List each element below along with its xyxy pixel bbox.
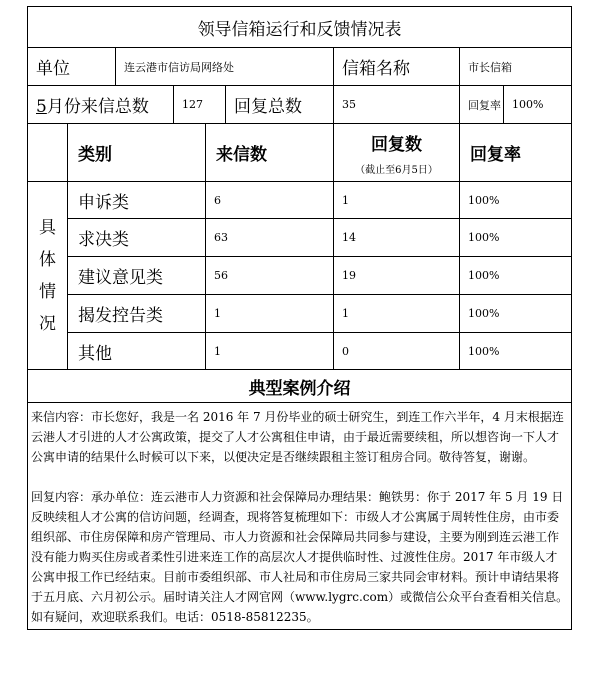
mailbox-report-table bbox=[27, 6, 572, 630]
row-rate: 100% bbox=[460, 219, 572, 257]
total-replies-value: 35 bbox=[334, 86, 460, 124]
month-number: 5 bbox=[36, 97, 47, 117]
total-replies-label: 回复总数 bbox=[226, 86, 334, 124]
case-reply-text: 回复内容：承办单位：连云港市人力资源和社会保障局办理结果：鲍铁男：你于 2017 年 5 月 19 日反映续租人才公寓的信访问题，经调查，现将答复梳理如下：市级人才公寓属于周转性住房，由市委组织部、市住房保障和房产管理局、市人力资源和社会保障局共同参与建设，主要为刚到连云港工作没有能力购买住房或者柔性引进来连工作的高层次人才提供临时性、过渡性住房。2017 年市级人才公寓申报工作已经结束。目前市委组织部、市人社局和市住房局三家共同会审材料。预计申请结果将于五月底、六月初公示。届时请关注人才网官网（www.lygrc.com）或微信公众平台查看相关信息。如有疑问，欢迎联系我们。电话：0518-85812235。 bbox=[31, 490, 569, 624]
row-category: 建议意见类 bbox=[68, 257, 206, 295]
column-header-category: 类别 bbox=[68, 124, 206, 182]
total-letters-value: 127 bbox=[174, 86, 226, 124]
details-char-4: 况 bbox=[39, 313, 56, 334]
row-replies: 0 bbox=[334, 333, 460, 370]
case-section-title: 典型案例介绍 bbox=[28, 370, 572, 403]
table-title: 领导信箱运行和反馈情况表 bbox=[28, 7, 572, 48]
mailbox-label: 信箱名称 bbox=[334, 48, 460, 86]
row-category: 揭发控告类 bbox=[68, 295, 206, 333]
case-spacer bbox=[31, 467, 568, 487]
details-char-3: 情 bbox=[39, 281, 56, 302]
month-total-label-text: 月份来信总数 bbox=[46, 97, 149, 117]
row-letters: 1 bbox=[206, 333, 334, 370]
row-letters: 63 bbox=[206, 219, 334, 257]
row-rate: 100% bbox=[460, 333, 572, 370]
row-replies: 1 bbox=[334, 182, 460, 219]
reply-rate-value: 100% bbox=[504, 86, 572, 124]
month-total-label bbox=[28, 86, 174, 124]
row-category: 求决类 bbox=[68, 219, 206, 257]
row-category: 其他 bbox=[68, 333, 206, 370]
column-header-rate: 回复率 bbox=[460, 124, 572, 182]
row-rate: 100% bbox=[460, 182, 572, 219]
details-label bbox=[28, 182, 68, 370]
row-letters: 56 bbox=[206, 257, 334, 295]
replies-header-text: 回复数 bbox=[371, 134, 422, 155]
case-content bbox=[28, 403, 572, 630]
row-letters: 6 bbox=[206, 182, 334, 219]
unit-value: 连云港市信访局网络处 bbox=[116, 48, 334, 86]
column-header-replies bbox=[334, 124, 460, 182]
row-rate: 100% bbox=[460, 295, 572, 333]
details-char-2: 体 bbox=[39, 249, 56, 270]
replies-header-note: （截止至6月5日） bbox=[355, 164, 438, 176]
column-header-letters: 来信数 bbox=[206, 124, 334, 182]
mailbox-value: 市长信箱 bbox=[460, 48, 572, 86]
row-replies: 1 bbox=[334, 295, 460, 333]
row-letters: 1 bbox=[206, 295, 334, 333]
unit-label: 单位 bbox=[28, 48, 116, 86]
row-replies: 19 bbox=[334, 257, 460, 295]
case-letter-text: 来信内容：市长您好，我是一名 2016 年 7 月份毕业的硕士研究生，到连工作六半年，4 月末根据连云港人才引进的人才公寓政策，提交了人才公寓租住申请，由于最近需要续租，所以想咨询一下人才公寓申请的结果什么时候可以下来，以便决定是否继续跟租主签订租房合同。敬待答复，谢谢。 bbox=[31, 410, 564, 464]
row-category: 申诉类 bbox=[68, 182, 206, 219]
row-replies: 14 bbox=[334, 219, 460, 257]
details-char-1: 具 bbox=[39, 217, 56, 238]
header-blank-cell bbox=[28, 124, 68, 182]
row-rate: 100% bbox=[460, 257, 572, 295]
reply-rate-label: 回复率 bbox=[460, 86, 504, 124]
